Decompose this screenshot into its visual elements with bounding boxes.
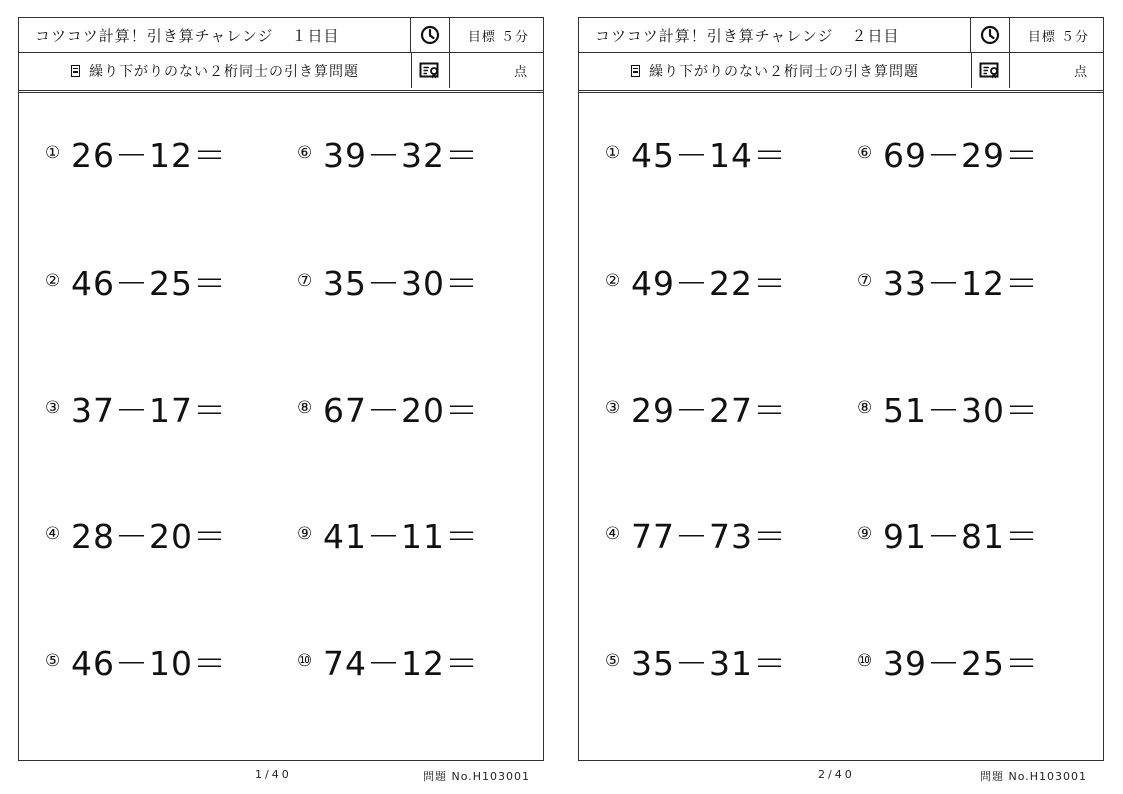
problem-number: ⑨ [297, 524, 313, 544]
problem-2 [45, 261, 227, 301]
problem-number: ⑥ [297, 143, 313, 163]
problem-expression: 39－32＝ [323, 135, 479, 175]
problem-expression: 35－31＝ [631, 643, 787, 683]
problem-number: ⑧ [297, 398, 313, 418]
document-icon [71, 65, 80, 77]
problem-expression: 35－30＝ [323, 263, 479, 303]
problem-number: ⑤ [605, 651, 621, 671]
problem-number: ④ [605, 524, 621, 544]
header-row-title [19, 18, 543, 53]
worksheet-day: １日目 [291, 26, 340, 45]
problem-expression: 37－17＝ [71, 390, 227, 430]
problem-number: ⑩ [857, 651, 873, 671]
worksheet-day-1 [18, 17, 544, 761]
worksheet-header [579, 18, 1103, 93]
clock-icon [420, 25, 440, 45]
problem-expression: 29－27＝ [631, 390, 787, 430]
header-row-subtitle [579, 53, 1103, 88]
problem-set-number: 問題 No.H103001 [423, 770, 531, 783]
problem-9 [297, 514, 479, 554]
problem-list [579, 93, 1103, 760]
page-number: 1/40 [255, 768, 292, 781]
problem-set-number: 問題 No.H103001 [980, 770, 1088, 783]
problem-2 [605, 261, 787, 301]
problem-4 [45, 514, 227, 554]
problem-7 [297, 261, 479, 301]
problem-number: ⑨ [857, 524, 873, 544]
problem-10 [297, 641, 479, 681]
worksheet-subtitle: 繰り下がりのない２桁同士の引き算問題 [89, 63, 359, 80]
problem-number: ③ [45, 398, 61, 418]
problem-8 [857, 388, 1039, 428]
problem-expression: 77－73＝ [631, 516, 787, 556]
problem-number: ⑩ [297, 651, 313, 671]
problem-6 [857, 133, 1039, 173]
problem-number: ① [45, 143, 61, 163]
problem-10 [857, 641, 1039, 681]
score-unit: 点 [513, 65, 527, 80]
problem-number: ⑦ [297, 271, 313, 291]
score-card-icon [419, 62, 441, 80]
worksheet-subtitle: 繰り下がりのない２桁同士の引き算問題 [649, 63, 919, 80]
goal-time: 目標 ５分 [1027, 29, 1089, 45]
page-number: 2/40 [818, 768, 855, 781]
score-unit: 点 [1073, 65, 1087, 80]
worksheet-day-2 [578, 17, 1104, 761]
worksheet-header [19, 18, 543, 93]
problem-1 [45, 133, 227, 173]
worksheet-subtitle-cell [579, 53, 972, 88]
problem-expression: 46－10＝ [71, 643, 227, 683]
problem-expression: 33－12＝ [883, 263, 1039, 303]
problem-number: ⑥ [857, 143, 873, 163]
problem-number: ① [605, 143, 621, 163]
goal-time: 目標 ５分 [467, 29, 529, 45]
problem-expression: 39－25＝ [883, 643, 1039, 683]
problem-expression: 28－20＝ [71, 516, 227, 556]
problem-list [19, 93, 543, 760]
timer-cell [411, 18, 450, 52]
problem-5 [605, 641, 787, 681]
score-card-icon [979, 62, 1001, 80]
problem-6 [297, 133, 479, 173]
worksheet-title-cell [579, 18, 971, 52]
worksheet-title: コツコツ計算！引き算チャレンジ [35, 26, 274, 45]
problem-expression: 45－14＝ [631, 135, 787, 175]
problem-number: ③ [605, 398, 621, 418]
problem-3 [605, 388, 787, 428]
problem-number: ⑦ [857, 271, 873, 291]
problem-expression: 41－11＝ [323, 516, 479, 556]
problem-expression: 26－12＝ [71, 135, 227, 175]
clock-icon [980, 25, 1000, 45]
problem-expression: 91－81＝ [883, 516, 1039, 556]
problem-3 [45, 388, 227, 428]
problem-1 [605, 133, 787, 173]
worksheet-title-cell [19, 18, 411, 52]
score-field[interactable] [1009, 53, 1103, 88]
score-icon-cell [411, 53, 450, 88]
problem-expression: 69－29＝ [883, 135, 1039, 175]
score-icon-cell [971, 53, 1010, 88]
problem-5 [45, 641, 227, 681]
problem-7 [857, 261, 1039, 301]
problem-expression: 67－20＝ [323, 390, 479, 430]
document-icon [631, 65, 640, 77]
worksheet-day: ２日目 [851, 26, 900, 45]
problem-number: ④ [45, 524, 61, 544]
problem-expression: 74－12＝ [323, 643, 479, 683]
problem-expression: 46－25＝ [71, 263, 227, 303]
header-row-subtitle [19, 53, 543, 88]
worksheet-title: コツコツ計算！引き算チャレンジ [595, 26, 834, 45]
problem-9 [857, 514, 1039, 554]
problem-expression: 49－22＝ [631, 263, 787, 303]
score-field[interactable] [449, 53, 543, 88]
problem-expression: 51－30＝ [883, 390, 1039, 430]
problem-number: ② [45, 271, 61, 291]
header-row-title [579, 18, 1103, 53]
problem-number: ⑤ [45, 651, 61, 671]
problem-4 [605, 514, 787, 554]
problem-number: ⑧ [857, 398, 873, 418]
problem-number: ② [605, 271, 621, 291]
worksheet-subtitle-cell [19, 53, 412, 88]
problem-8 [297, 388, 479, 428]
timer-cell [971, 18, 1010, 52]
